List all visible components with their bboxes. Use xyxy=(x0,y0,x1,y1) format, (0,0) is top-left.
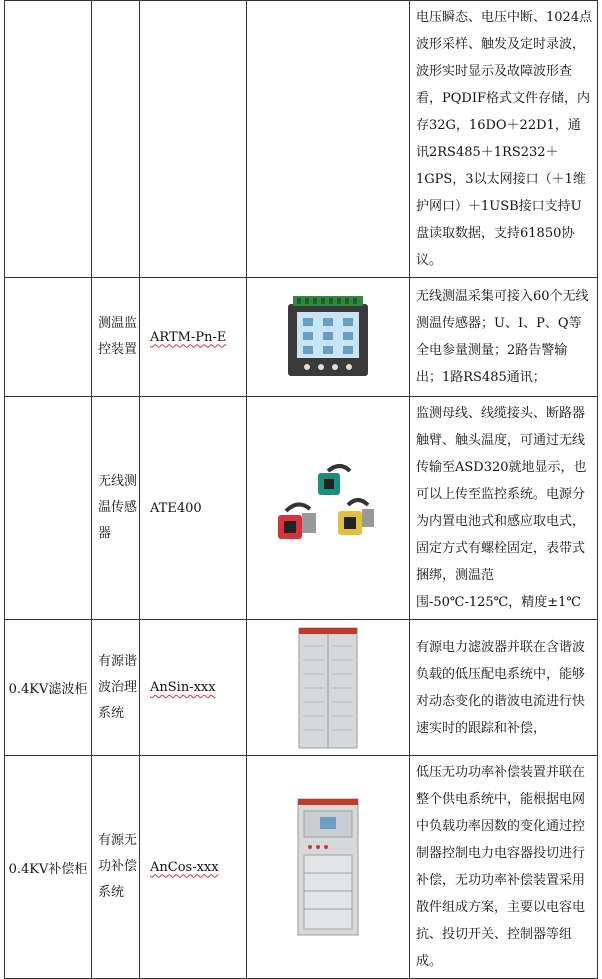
category-cell xyxy=(5,397,92,620)
name-cell: 有源无功补偿系统 xyxy=(92,756,140,979)
table-row xyxy=(5,1,598,278)
table-row xyxy=(5,397,598,620)
filter-cabinet-image xyxy=(293,626,363,750)
name-cell: 有源谐波治理系统 xyxy=(92,620,140,756)
product-table xyxy=(4,0,598,979)
model-label: AnCos-xxx xyxy=(150,859,219,875)
model-cell: ATE400 xyxy=(140,397,247,620)
temperature-monitor-device-image xyxy=(283,292,373,382)
name-cell xyxy=(92,1,140,278)
image-cell xyxy=(247,756,410,979)
model-label: AnSin-xxx xyxy=(150,680,216,695)
category-cell xyxy=(5,278,92,397)
image-cell xyxy=(247,620,410,756)
description-cell: 低压无功功率补偿装置并联在整个供电系统中，能根据电网中负载功率因数的变化通过控制器控制电力电容器投切进行补偿，无功功率补偿装置采用散件组成方案，主要以电容电抗、投切开关、控制器等组成。 xyxy=(410,756,598,979)
description-cell: 电压瞬态、电压中断、1024点波形采样、触发及定时录波，波形实时显示及故障波形查看，PQDIF格式文件存储，内存32G，16DO＋22D1，通讯2RS485＋1RS232＋1GPS，3以太网接口（＋1维护网口）＋1USB接口支持U盘读取数据，支持61850协议。 xyxy=(410,1,598,278)
wireless-temperature-sensor-image xyxy=(268,453,388,563)
image-cell xyxy=(247,278,410,397)
image-cell xyxy=(247,1,410,278)
description-cell: 监测母线、线缆接头、断路器触臂、触头温度，可通过无线传输至ASD320就地显示，也可以上传至监控系统。电源分为内置电池式和感应取电式，固定方式有螺栓固定，表带式捆绑，测温范围-50℃-125℃，精度±1℃ xyxy=(410,397,598,620)
model-cell xyxy=(140,278,247,397)
description-cell: 无线测温采集可接入60个无线测温传感器；U、I、P、Q等全电参量测量；2路告警输出；1路RS485通讯； xyxy=(410,278,598,397)
model-cell xyxy=(140,756,247,979)
compensation-cabinet-image xyxy=(290,797,366,937)
category-cell: 0.4KV滤波柜 xyxy=(5,620,92,756)
name-cell: 测温监控装置 xyxy=(92,278,140,397)
model-cell xyxy=(140,620,247,756)
image-cell xyxy=(247,397,410,620)
model-label: ARTM-Pn-E xyxy=(150,329,227,345)
model-cell xyxy=(140,1,247,278)
table-row xyxy=(5,756,598,979)
description-cell: 有源电力滤波器并联在含谐波负载的低压配电系统中，能够对动态变化的谐波电流进行快速实时的跟踪和补偿， xyxy=(410,620,598,756)
name-cell: 无线测温传感器 xyxy=(92,397,140,620)
table-row xyxy=(5,278,598,397)
table-row xyxy=(5,620,598,756)
category-cell xyxy=(5,1,92,278)
category-cell: 0.4KV补偿柜 xyxy=(5,756,92,979)
